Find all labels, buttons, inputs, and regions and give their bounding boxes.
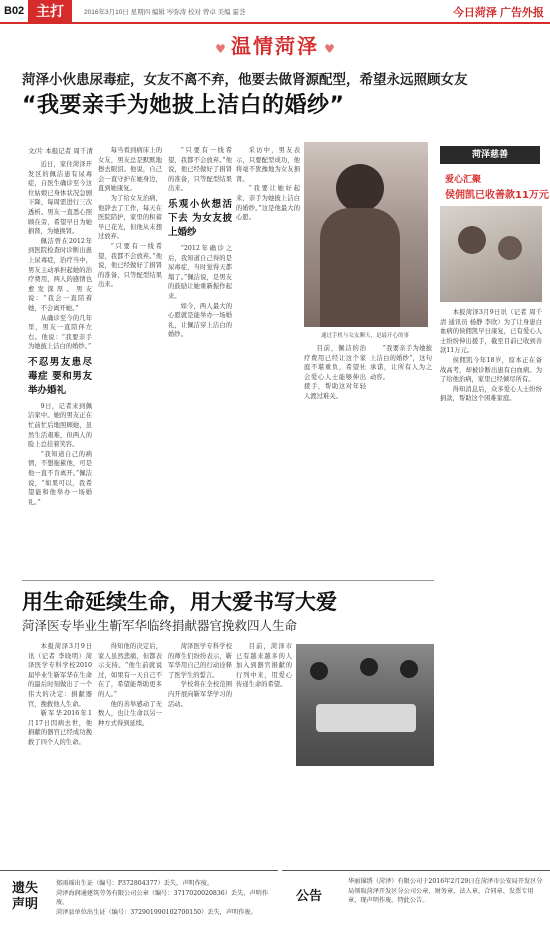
article2-column-3 [168,642,232,864]
heart-icon: ♥ [324,42,335,56]
paragraph: 得知他的决定后，家人虽然悲痛，但都表示支持。“他生前就说过，如果有一天自己不在了，希望能帮助更多的人。” [98,643,162,698]
lost-notice-item: 郑雨瑶出生证（编号：P372804377）丢失，声明作废。 [56,880,214,887]
subheading: 乐观小伙想活下去 为女友披上婚纱 [168,198,232,238]
lost-notice-label: 遗失声明 [12,881,39,912]
article-column-1 [28,160,92,580]
section-tag: 主打 [28,0,72,22]
paragraph: 学校将在全校范围内开展向靳军华学习的活动。 [168,681,232,708]
person-head [360,658,378,676]
paragraph: 近日，家住菏泽开发区的佩洁患有尿毒症，自医生确诊至今这位姑娘已身体状况急剧下降，每周需进行三次透析。男友一直悉心照顾在旁，希望早日为她捐肾，为她换肾。 [28,161,92,236]
masthead-rule [0,22,550,24]
paragraph: 采访中，男友表示，只要配型成功，他将毫不犹豫地为女友捐肾。 [236,147,300,183]
paragraph: “2012年确诊之后，我知道自己得的是尿毒症，当时觉得天都塌了。”佩洁说，是男友的鼓励让她重新振作起来。 [168,244,232,300]
paragraph: 他的善举感动了无数人，也让生命以另一种方式得到延续。 [98,700,162,727]
person-head [310,662,328,680]
article-byline: 文/片 本报记者 周千清 [28,147,93,155]
photo-caption: 通过手机与女友聊天，是最开心的事 [320,333,409,339]
paragraph: 佩洁曾在2012年到医院检查时诊断出患上尿毒症，治疗当中，男友主动承担起她的治疗费用，两人的感情也愈发深厚。男友说：“我会一直陪着她，不会离开她。” [28,237,92,312]
masthead-info: 2016年3月10日 星期四 编辑 岑弥涛 校对 曾卓 美编 霍荟 [84,8,246,16]
paragraph: 从确诊至今的几年里，男友一直陪伴左右。他说：“我要亲手为她披上洁白的婚纱。” [28,314,92,351]
paragraph: 每当看到病床上的女友，男友总是默默地擦去眼泪。他说，自己会一直守护在她身边，直到她康复。 [98,147,162,193]
paragraph: 本报菏泽3月9日讯（记者 周千清 通讯员 杨静 李欣）为了让身患白血病的侯佣凯早日康复，已有爱心人士纷纷伸出援手，截至目前已收到善款11万元。 [440,309,542,355]
article2-kicker: 菏泽医专毕业生靳军华临终捐献器官挽救四人生命 [22,618,298,633]
public-notice-label: 公告 [296,889,323,904]
paragraph: 9日，记者来到佩洁家中。她的男友正在忙前忙后地照顾她，虽然生活艰难，但两人的脸上总挂着笑容。 [28,402,92,449]
person-head [400,660,418,678]
paragraph: “只要有一线希望，我都不会放弃。”他说，他已经做好了捐肾的准备，只等配型结果出来。 [168,147,232,193]
paragraph: 得知消息后，众多爱心人士纷纷捐款，帮助这个困难家庭。 [440,385,542,403]
section-banner [200,30,350,60]
article2-photo [296,644,434,766]
paragraph: 靳军华2016年1月17日因病去世，他捐献的器官已经成功挽救了四个人的生命。 [28,710,92,746]
paragraph: “我要亲手为她披上洁白的婚纱”，这句承诺，让所有人为之动容。 [370,345,432,381]
aside-title: 爱心汇聚 [445,175,482,185]
person-head [498,236,522,260]
lost-notice-list [56,879,272,917]
paragraph: 为了给女友治病，他辞去了工作，每天在医院陪护，家里的积蓄早已花光，但他从未想过放弃。 [98,194,162,241]
article2-column-1 [28,642,92,864]
brand-logo: 今日菏泽 广告外报 [452,7,544,19]
hospital-bed [316,704,416,732]
lost-notice-item: 菏泽县单位出生证（编号：372901990102700150）丢失，声明作废。 [56,908,257,916]
article-column-4 [236,146,300,580]
person-body [320,208,400,327]
paragraph: 本报菏泽3月9日讯（记者 李晓明）菏泽医学专科学校2010届毕业生靳军华在生命的最后时刻做出了一个伟大的决定：捐献器官，挽救他人生命。 [28,643,92,708]
paragraph: 侯佣凯今年18岁，原本正在备战高考，却被诊断出患有白血病。为了给他治病，家里已经倾尽所有。 [440,356,542,384]
person-head [336,164,384,212]
aside-photo [440,206,542,302]
person-head [458,226,486,254]
article-kicker: 菏泽小伙患尿毒症，女友不离不弃，他要去做肾源配型，希望永远照顾女友 [22,72,468,88]
banner-text: 温情菏泽 [231,34,319,58]
lost-notice-item: 菏泽海润通建筑劳务有限公司公章（编号：3717020020836）丢失，声明作废。 [56,889,269,906]
article-column-2 [98,146,162,580]
article2-column-4 [236,642,292,864]
public-notice-box [282,870,550,926]
paragraph: “我要让她好起来，亲手为她披上洁白的婚纱。”这是他最大的心愿。 [236,185,300,222]
lost-notice-box [0,870,278,926]
page-number: B02 [4,5,25,17]
paragraph: “只要有一线希望，我都不会放弃。”他说，他已经做好了捐肾的准备，只等配型结果出来。 [98,242,162,289]
masthead [0,0,550,22]
section-divider [22,580,434,581]
paragraph: 目前，佩洁的治疗费用已经让这个家庭不堪重负，希望社会爱心人士能够伸出援手，帮助这对年轻人渡过难关。 [304,345,366,400]
article-column-3 [168,146,232,580]
article-column-6 [370,344,432,580]
paragraph: “我知道自己的病情，不想拖累他，可是他一直不肯离开。”佩洁说，“如果可以，我希望能和他举办一场婚礼。” [28,450,92,506]
paragraph: 如今，两人最大的心愿就是能举办一场婚礼，让佩洁穿上洁白的婚纱。 [168,302,232,339]
article2-column-2 [98,642,162,864]
subheading: 不忍男友患尽毒症 要和男友举办婚礼 [28,356,92,396]
article2-headline: 用生命延续生命，用大爱书写大爱 [22,590,337,614]
article-column-5 [304,344,366,580]
heart-icon: ♥ [215,42,226,56]
aside-headline: 侯佣凯已收善款11万元 [445,190,549,201]
paragraph: 目前，菏泽市已有越来越多的人加入到器官捐献的行列中来，用爱心传递生命的希望。 [236,643,292,689]
aside-logo: 菏泽慈善 [440,146,540,164]
public-notice-text: 华丽锦绣（菏泽）有限公司于2016年2月29日在菏泽市公安局开发区分局领取菏泽开发区分公司公章、财务章、法人章、合同章、发票专用章，现声明作废。特此公告。 [348,878,543,904]
article-headline: “我要亲手为她披上洁白的婚纱” [22,93,345,118]
article-photo [304,142,428,327]
paragraph: 菏泽医学专科学校的师生们纷纷表示，靳军华用自己的行动诠释了医学生的誓言。 [168,643,232,679]
